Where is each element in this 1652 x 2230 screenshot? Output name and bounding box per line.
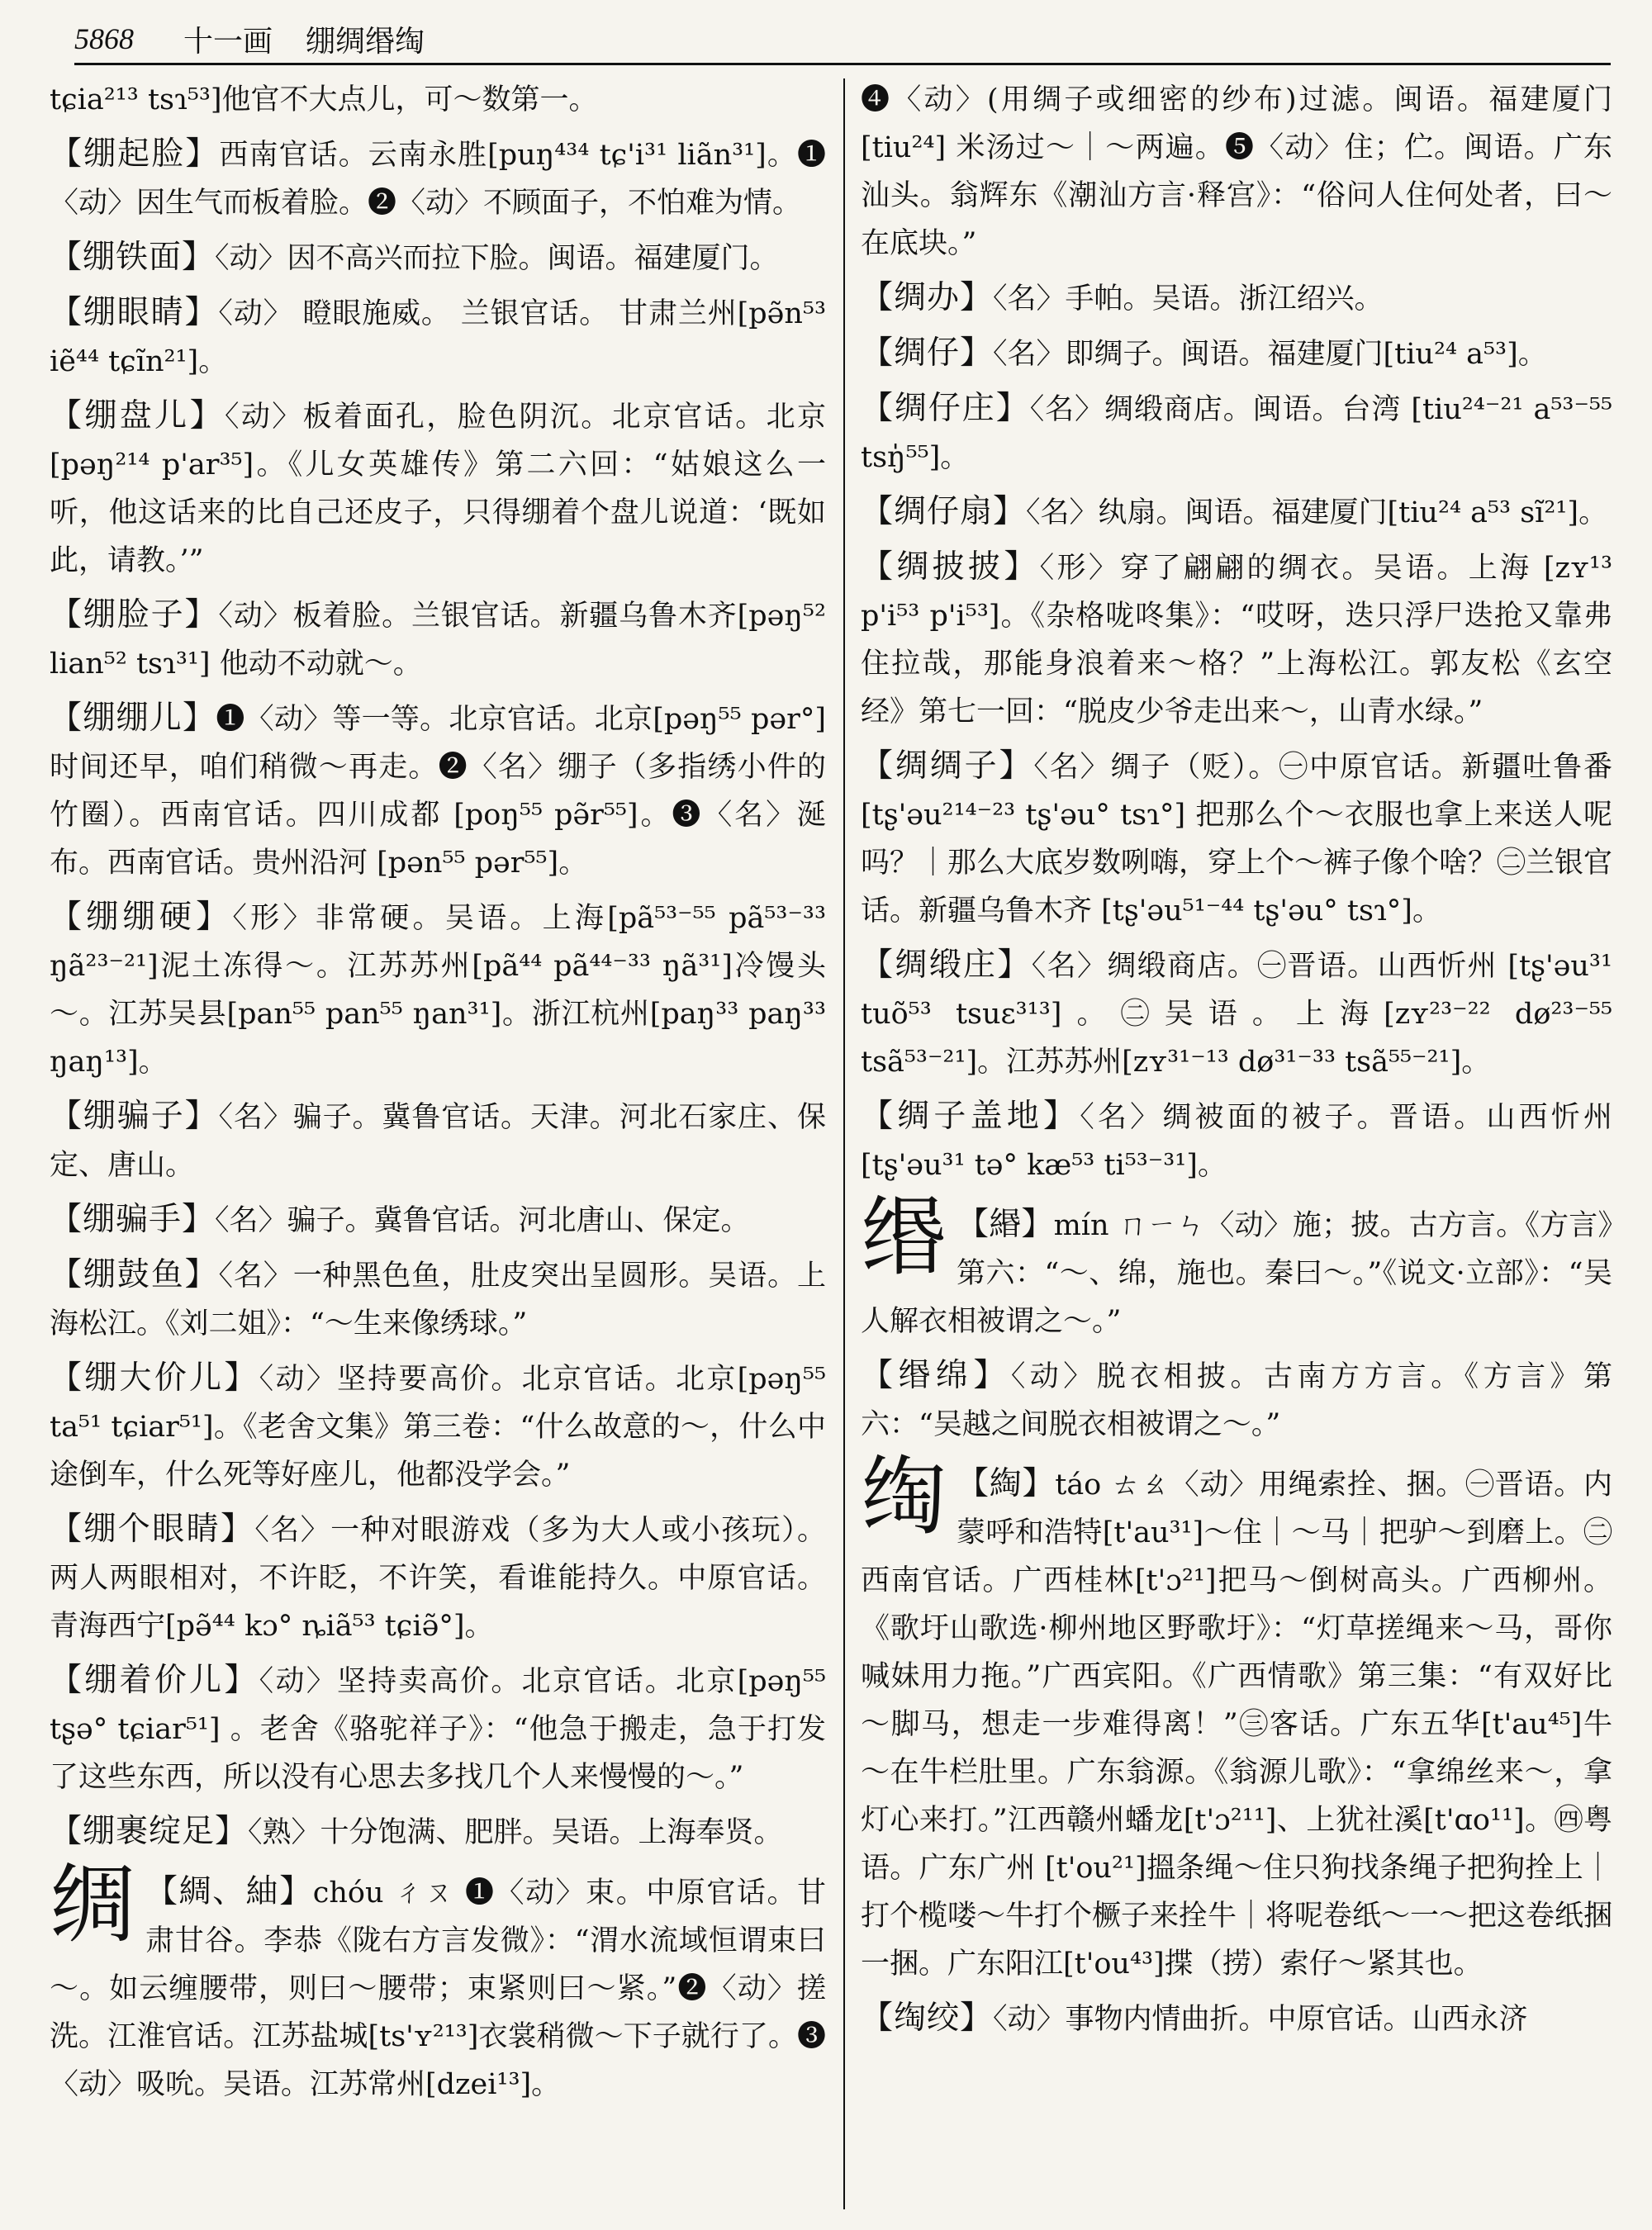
stroke-section: 十一画 (183, 24, 273, 59)
dictionary-entry (861, 543, 1612, 736)
headword: 【绸子盖地】 (861, 1098, 1080, 1135)
character-entry (861, 1187, 1612, 1345)
headword: 【緡】 (957, 1206, 1054, 1243)
definition-text: 〈动〉坚持卖高价。北京官话。北京[pəŋ⁵⁵ tʂə° tɕiar⁵¹] 。老舍《骆驼祥子》：“他急于搬走，急于打发了这些东西，所以没有心思去多找几个人来慢慢的～。” (50, 1665, 826, 1794)
definition-text: 〈熟〉十分饱满、肥胖。吴语。上海奉贤。 (248, 1816, 783, 1849)
definition-text: 西南官话。云南永胜[puŋ⁴³⁴ tɕ'i³¹ liãn³¹]。❶〈动〉因生气而板着脸。❷〈动〉不顾面子，不怕难为情。 (50, 139, 826, 220)
definition-text: 〈名〉纨扇。闽语。福建厦门[tiu²⁴ a⁵³ sĩ²¹]。 (1026, 496, 1608, 529)
definition-text: 〈名〉一种对眼游戏（多为大人或小孩玩）。两人两眼相对，不许眨，不许笑，看谁能持久。中原官话。青海西宁[pə̃⁴⁴ kɔ° ȵiã⁵³ tɕiə̃°]。 (50, 1514, 826, 1643)
entry-character: 缗 (861, 1187, 947, 1288)
definition-text: 〈动〉因不高兴而拉下脸。闽语。福建厦门。 (215, 242, 779, 275)
character-entry (50, 1854, 826, 2109)
definition-text: 〈动〉 瞪眼施威。 兰银官话。 甘肃兰州[pə̃n⁵³ iẽ⁴⁴ tɕĩn²¹]。 (50, 297, 826, 378)
headword: 【綯】 (957, 1465, 1056, 1502)
dictionary-entry (50, 1093, 826, 1189)
headword: 【绷盘儿】 (50, 397, 225, 434)
definition-text: 〈动〉脱衣相披。古南方方言。《方言》第六：“吴越之间脱衣相被谓之～。” (861, 1360, 1612, 1441)
headword: 【绸仔】 (861, 334, 994, 372)
headword: 【绸披披】 (861, 548, 1040, 586)
headword: 【绷绷儿】 (50, 700, 216, 737)
dictionary-entry (861, 330, 1612, 378)
headword: 【绷脸子】 (50, 596, 219, 633)
headword: 【綢、紬】 (145, 1873, 313, 1910)
dictionary-entry (861, 76, 1612, 268)
dictionary-entry (50, 1196, 826, 1245)
dictionary-entry (50, 1251, 826, 1348)
column-divider (843, 78, 845, 2209)
entry-character: 绸 (50, 1854, 136, 1955)
dictionary-entry (50, 130, 826, 227)
definition-text: 〈名〉骗子。冀鲁官话。天津。河北石家庄、保定、唐山。 (50, 1101, 826, 1182)
dictionary-entry (861, 743, 1612, 935)
dictionary-entry (50, 76, 826, 124)
definition-text: 〈形〉穿了翩翩的绸衣。吴语。上海 [zʏ¹³ p'i⁵³ p'i⁵³]。《杂格咙咚集》：“哎呀，迭只浮尸迭抢又靠弗住拉哉，那能身浪着来～格？”上海松江。郭友松《玄空经》第七一回：“脱皮少爷走出来～，山青水绿。” (861, 552, 1612, 728)
definition-text: 〈名〉骗子。冀鲁官话。河北唐山、保定。 (215, 1204, 750, 1237)
dictionary-entry (861, 1352, 1612, 1449)
dictionary-entry (50, 289, 826, 386)
definition-text: 〈动〉板着脸。兰银官话。新疆乌鲁木齐[pəŋ⁵² lian⁵² tsɿ³¹] 他动不动就～。 (50, 600, 826, 681)
dictionary-entry (861, 1093, 1612, 1189)
entry-character: 绹 (861, 1446, 947, 1547)
dictionary-entry (861, 385, 1612, 482)
headword: 【绸办】 (861, 279, 994, 316)
headword: 【绷个眼睛】 (50, 1511, 255, 1548)
headword: 【绷铁面】 (50, 239, 216, 276)
dictionary-entry (50, 591, 826, 688)
headword: 【绷骗手】 (50, 1201, 216, 1238)
character-entry (861, 1446, 1612, 1988)
headword: 【绷骗子】 (50, 1098, 219, 1135)
dictionary-entry (861, 488, 1612, 537)
dictionary-entry (50, 1355, 826, 1499)
definition-text: 〈名〉手帕。吴语。浙江绍兴。 (993, 282, 1384, 316)
left-column (50, 76, 826, 2215)
header-characters: 绷绸缗绹 (306, 24, 425, 59)
definition-text: 〈动〉板着面孔，脸色阴沉。北京官话。北京[pəŋ²¹⁴ p'ar³⁵]。《儿女英雄传》第二六回：“姑娘这么一听，他这话来的比自己还皮子，只得绷着个盘儿说道：‘既如此，请教。’” (50, 401, 826, 577)
dictionary-entry (50, 392, 826, 585)
definition-text: 〈名〉绸缎商店。㊀晋语。山西忻州 [tʂ'əu³¹ tuõ⁵³ tsuɛ³¹³]。㊁吴语。上海[zʏ²³⁻²² dø²³⁻⁵⁵ tsã⁵³⁻²¹]。江苏苏州[zʏ³¹⁻¹³ dø³¹⁻³³ tsã⁵⁵⁻²¹]。 (861, 950, 1612, 1079)
headword: 【绹绞】 (861, 2000, 994, 2037)
definition-text: 〈名〉即绸子。闽语。福建厦门[tiu²⁴ a⁵³]。 (993, 338, 1547, 371)
dictionary-entry (50, 1808, 826, 1857)
headword: 【缗绵】 (861, 1357, 1011, 1394)
headword: 【绷鼓鱼】 (50, 1256, 219, 1293)
definition-text: 〈动〉事物内情曲折。中原官话。山西永济 (993, 2003, 1528, 2036)
definition-text: chóu ㄔㄡ ❶〈动〉束。中原官话。甘肃甘谷。李恭《陇右方言发微》：“渭水流域恒谓束曰～。如云缠腰带，则曰～腰带；束紧则曰～紧。”❷〈动〉搓洗。江淮官话。江苏盐城[ts'ʏ²¹³]衣裳稍微～下子就行了。❸〈动〉吸吮。吴语。江苏常州[dzei¹³]。 (50, 1877, 826, 2101)
definition-text: tɕia²¹³ tsɿ⁵³]他官不大点儿，可～数第一。 (50, 83, 598, 116)
headword: 【绷裹绽足】 (50, 1813, 249, 1850)
headword: 【绷眼睛】 (50, 294, 219, 331)
definition-text: 〈动〉坚持要高价。北京官话。北京[pəŋ⁵⁵ ta⁵¹ tɕiar⁵¹]。《老舍文集》第三卷：“什么故意的～，什么中途倒车，什么死等好座儿，他都没学会。” (50, 1363, 826, 1492)
dictionary-entry (50, 894, 826, 1086)
dictionary-entry (861, 274, 1612, 323)
headword: 【绷着价儿】 (50, 1662, 259, 1699)
headword: 【绸仔庄】 (861, 390, 1030, 427)
headword: 【绸绸子】 (861, 747, 1034, 785)
dictionary-entry (50, 1506, 826, 1650)
dictionary-entry (861, 942, 1612, 1086)
definition-text: mín ㄇㄧㄣ〈动〉施；披。古方言。《方言》第六：“～、绵，施也。秦曰～。”《说文·立部》：“吴人解衣相被谓之～。” (861, 1209, 1612, 1338)
definition-text: 〈名〉一种黑色鱼，肚皮突出呈圆形。吴语。上海松江。《刘二姐》：“～生来像绣球。” (50, 1260, 826, 1340)
headword: 【绷起脸】 (50, 135, 220, 173)
definition-text: 〈名〉绸缎商店。闽语。台湾 [tiu²⁴⁻²¹ a⁵³⁻⁵⁵ tsŋ̍⁵⁵]。 (861, 393, 1612, 474)
dictionary-entry (861, 1995, 1612, 2043)
page-header (74, 15, 1611, 65)
headword: 【绸仔扇】 (861, 493, 1027, 530)
headword: 【绷绷硬】 (50, 899, 233, 936)
definition-text: táo ㄊㄠ〈动〉用绳索拴、捆。㊀晋语。内蒙呼和浩特[t'au³¹]～住｜～马｜把驴～到磨上。㊁西南官话。广西桂林[t'ɔ²¹]把马～倒树高头。广西柳州。《歌圩山歌选·柳州地区野歌圩》：“灯草搓绳来～马，哥你喊妹用力拖。”广西宾阳。《广西情歌》第三集：“有双好比～脚马，想走一步难得离！”㊂客话。广东五华[t'au⁴⁵]牛～在牛栏肚里。广东翁源。《翁源儿歌》：“拿绵丝来～，拿灯心来打。”江西赣州蟠龙[t'ɔ²¹¹]、上犹社溪[t'ɑo¹¹]。㊃粤语。广东广州 [t'ou²¹]搵条绳～住只狗找条绳子把狗拴上｜打个榄喽～牛打个橛子来拴牛｜将呢卷纸～一～把这卷纸捆一捆。广东阳江[t'ou⁴³]揲（捞）索仔～紧其也。 (861, 1468, 1612, 1981)
definition-text: 〈形〉非常硬。吴语。上海[pã⁵³⁻⁵⁵ pã⁵³⁻³³ ŋã²³⁻²¹]泥土冻得～。江苏苏州[pã⁴⁴ pã⁴⁴⁻³³ ŋã³¹]冷馒头～。江苏吴县[pan⁵⁵ pan⁵⁵ ŋan³¹]。浙江杭州[paŋ³³ paŋ³³ ŋaŋ¹³]。 (50, 902, 826, 1079)
right-column (861, 76, 1612, 2215)
definition-text: ❹〈动〉(用绸子或细密的纱布)过滤。闽语。福建厦门[tiu²⁴] 米汤过～｜～两遍。❺〈动〉住；伫。闽语。广东汕头。翁辉东《潮汕方言·释宫》：“俗问人住何处者，曰～在底块。” (861, 83, 1612, 260)
headword: 【绷大价儿】 (50, 1359, 259, 1397)
headword: 【绸缎庄】 (861, 947, 1032, 984)
dictionary-entry (50, 1657, 826, 1801)
definition-text: 〈名〉绸被面的被子。晋语。山西忻州[tʂ'əu³¹ tə° kæ⁵³ ti⁵³⁻³¹]。 (861, 1101, 1612, 1182)
definition-text: ❶〈动〉等一等。北京官话。北京[pəŋ⁵⁵ pər°]时间还早，咱们稍微～再走。❷〈名〉绷子（多指绣小件的竹圈）。西南官话。四川成都 [poŋ⁵⁵ pə̃r⁵⁵]。❸〈名〉涎布。西南官话。贵州沿河 [pən⁵⁵ pər⁵⁵]。 (50, 703, 826, 880)
definition-text: 〈名〉绸子（贬）。㊀中原官话。新疆吐鲁番[tʂ'əu²¹⁴⁻²³ tʂ'əu° tsɿ°] 把那么个～衣服也拿上来送人呢吗？｜那么大底岁数咧嗨，穿上个～裤子像个啥？㊁兰银官话。新疆乌鲁木齐 [tʂ'əu⁵¹⁻⁴⁴ tʂ'əu° tsɿ°]。 (861, 751, 1612, 928)
page-number: 5868 (74, 22, 134, 55)
dictionary-entry (50, 695, 826, 887)
dictionary-entry (50, 234, 826, 282)
